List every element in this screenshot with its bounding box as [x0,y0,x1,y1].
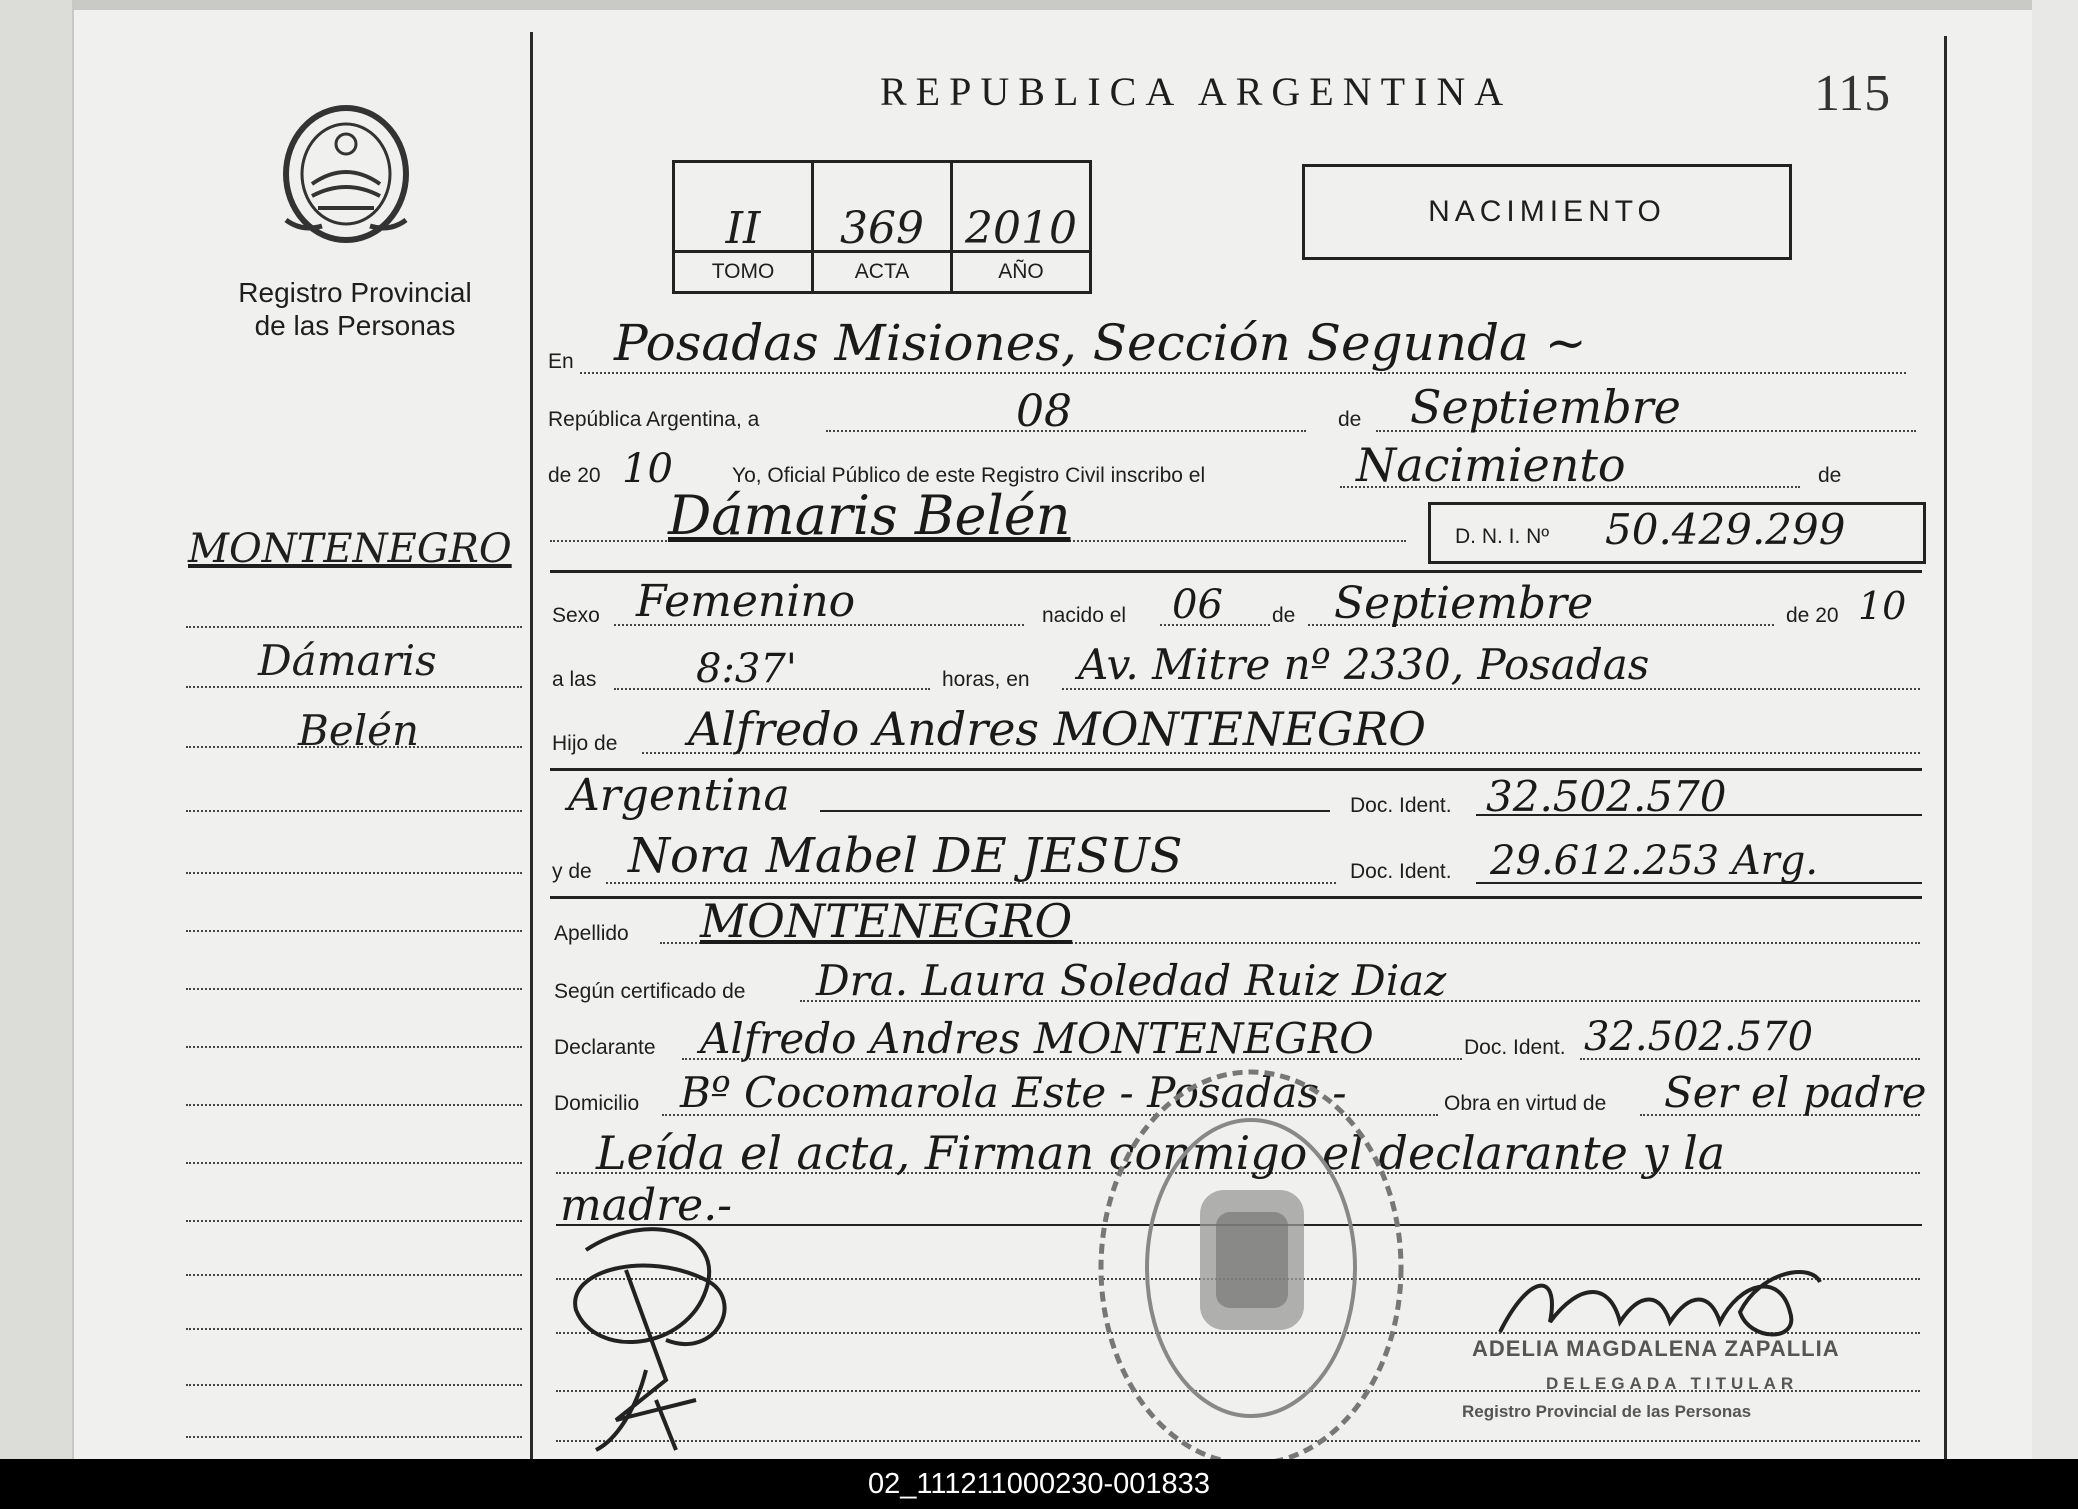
declarante-doc: 32.502.570 [1584,1014,1814,1060]
month-value: Septiembre [1410,380,1681,434]
margin-line [186,626,522,628]
sexo-label: Sexo [552,604,600,627]
dni-box [1428,502,1926,564]
registry-line2: de las Personas [254,310,456,341]
segun-label: Según certificado de [554,980,746,1003]
margin-line [186,930,522,932]
tomo-value: II [725,203,761,254]
margin-line [186,1384,522,1386]
hijo-label: Hijo de [552,732,618,755]
signatory-role: DELEGADA TITULAR [1546,1374,1799,1393]
year-suffix: 10 [622,446,673,492]
acta-value: 369 [840,203,924,254]
de20-label-2: de 20 [1786,604,1839,627]
registry-name [215,276,495,342]
father-nationality: Argentina [568,770,790,821]
birth-time: 8:37' [696,646,797,692]
anio-label: AÑO [953,250,1089,291]
margin-line [186,746,522,748]
margin-line [186,988,522,990]
margin-line [186,686,522,688]
dni-value: 50.429.299 [1605,505,1846,554]
day-value: 08 [1016,386,1072,437]
margin-line [186,1162,522,1164]
country-title: REPUBLICA ARGENTINA [880,69,1513,114]
oficial-label: Yo, Oficial Público de este Registro Civil inscribo el [732,464,1206,487]
margin-line [186,1274,522,1276]
domicilio-value: Bº Cocomarola Este - Posadas - [680,1068,1347,1117]
de-label-3: de [1272,604,1296,627]
margin-line [186,1104,522,1106]
page-number: 115 [1814,65,1891,122]
place-value: Posadas Misiones, Sección Segunda ~ [614,314,1587,372]
birth-place: Av. Mitre nº 2330, Posadas [1078,640,1650,689]
margin-divider [530,32,533,1459]
margin-given-name-1: Dámaris [258,636,437,685]
acta-label: ACTA [814,250,950,291]
acta-cell [814,163,953,291]
provincial-seal-icon [272,100,420,248]
apellido-value: MONTENEGRO [700,894,1073,948]
dni-label: D. N. I. Nº [1455,525,1550,548]
tomo-label: TOMO [675,250,811,291]
nationality-line [820,810,1330,812]
child-name: Dámaris Belén [668,484,1071,547]
image-caption: 02_111211000230-001833 [0,1459,2078,1509]
margin-line [186,810,522,812]
birth-month: Septiembre [1334,578,1594,629]
doc-label-3: Doc. Ident. [1464,1036,1566,1059]
yde-label: y de [552,860,592,883]
act-kind-value: Nacimiento [1356,438,1626,492]
place-line [580,372,1906,374]
apellido-label: Apellido [554,922,629,945]
margin-line [186,872,522,874]
anio-cell [953,163,1089,291]
mother-name: Nora Mabel DE JESUS [628,828,1183,884]
horas-label: horas, en [942,668,1030,691]
de-label-2: de [1818,464,1842,487]
republica-label: República Argentina, a [548,408,760,431]
de-label: de [1338,408,1362,431]
right-page-edge [2032,0,2078,1459]
margin-line [186,1220,522,1222]
anio-value: 2010 [965,203,1077,254]
reference-box [672,160,1092,294]
mother-doc: 29.612.253 Arg. [1490,838,1819,884]
record-type: NACIMIENTO [1302,164,1792,260]
obra-label: Obra en virtud de [1444,1092,1607,1115]
de20-label: de 20 [548,464,601,487]
father-doc: 32.502.570 [1486,772,1727,821]
section-rule [550,570,1922,573]
margin-given-name-2: Belén [298,706,420,755]
margin-surname: MONTENEGRO [188,526,512,572]
birth-day: 06 [1172,582,1223,628]
birth-year-suffix: 10 [1858,584,1907,628]
alas-label: a las [552,668,597,691]
nacido-label: nacido el [1042,604,1127,627]
margin-line [186,1436,522,1438]
margin-line [186,1328,522,1330]
doc-label: Doc. Ident. [1350,794,1452,817]
left-page-edge [0,0,74,1459]
obra-value: Ser el padre [1664,1068,1927,1117]
sexo-value: Femenino [636,576,856,627]
signatory-name: ADELIA MAGDALENA ZAPALLIA [1472,1336,1840,1361]
certificado-value: Dra. Laura Soledad Ruiz Diaz [816,956,1447,1005]
margin-line [186,1046,522,1048]
registry-line1: Registro Provincial [238,277,472,308]
en-label: En [548,350,574,373]
note-line-2: madre.- [560,1180,733,1231]
tomo-cell [675,163,814,291]
official-stamp-icon [1090,1062,1412,1474]
declarante-value: Alfredo Andres MONTENEGRO [700,1014,1374,1063]
father-name: Alfredo Andres MONTENEGRO [688,702,1426,756]
signatory-office: Registro Provincial de las Personas [1462,1402,1752,1421]
right-border [1944,36,1947,1459]
domicilio-label: Domicilio [554,1092,640,1115]
handwritten-signature-left [556,1210,766,1460]
doc-label-2: Doc. Ident. [1350,860,1452,883]
declarante-label: Declarante [554,1036,656,1059]
note-line-1: Leída el acta, Firman conmigo el declarante y la [596,1126,1726,1180]
